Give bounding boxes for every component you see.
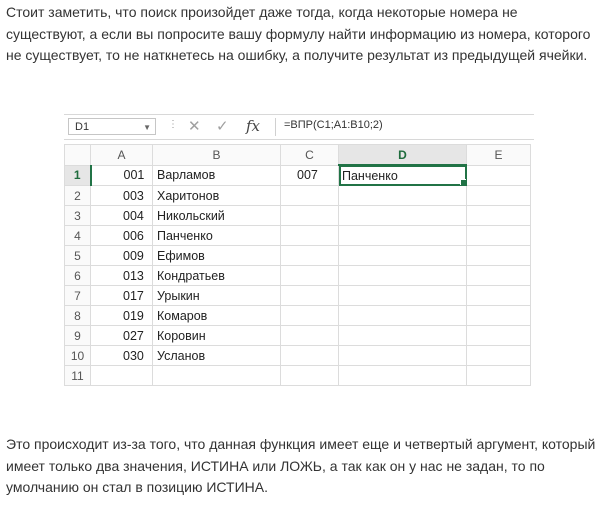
table-row <box>65 326 531 346</box>
cell-a[interactable]: 017 <box>91 286 153 306</box>
cell-c[interactable] <box>281 186 339 206</box>
cell-b[interactable]: Ефимов <box>153 246 281 266</box>
formula-bar <box>64 114 534 140</box>
worksheet-grid <box>64 144 531 386</box>
table-row <box>65 306 531 326</box>
cell-d-value: Панченко <box>342 168 398 183</box>
row-header[interactable]: 10 <box>65 346 91 366</box>
row-header[interactable]: 3 <box>65 206 91 226</box>
cell-a[interactable]: 001 <box>91 165 153 186</box>
row-header[interactable]: 1 <box>65 165 91 186</box>
cell-d[interactable] <box>339 206 467 226</box>
cell-b[interactable]: Урыкин <box>153 286 281 306</box>
table-row <box>65 266 531 286</box>
table-row <box>65 366 531 386</box>
table-row <box>65 206 531 226</box>
row-header[interactable]: 2 <box>65 186 91 206</box>
cell-a[interactable]: 019 <box>91 306 153 326</box>
cell-b[interactable]: Никольский <box>153 206 281 226</box>
name-box[interactable] <box>68 118 156 135</box>
cell-c[interactable] <box>281 266 339 286</box>
cell-c[interactable] <box>281 306 339 326</box>
cell-d[interactable] <box>339 226 467 246</box>
row-header[interactable]: 8 <box>65 306 91 326</box>
column-header-c[interactable]: C <box>281 145 339 166</box>
cell-b[interactable]: Кондратьев <box>153 266 281 286</box>
chevron-down-icon[interactable]: ▼ <box>143 123 151 132</box>
formula-input[interactable]: =ВПР(C1;A1:B10;2) <box>284 119 383 131</box>
cell-d[interactable] <box>339 246 467 266</box>
row-header[interactable]: 11 <box>65 366 91 386</box>
cell-e[interactable] <box>467 326 531 346</box>
select-all-corner[interactable] <box>65 145 91 166</box>
cell-b[interactable] <box>153 366 281 386</box>
table-row <box>65 346 531 366</box>
cell-e[interactable] <box>467 206 531 226</box>
cell-e[interactable] <box>467 306 531 326</box>
cell-d[interactable] <box>339 306 467 326</box>
drag-handle-icon[interactable]: ⋮ <box>168 119 178 130</box>
cell-a[interactable]: 006 <box>91 226 153 246</box>
column-header-row <box>65 145 531 166</box>
cell-d[interactable] <box>339 286 467 306</box>
cell-d[interactable] <box>339 326 467 346</box>
cell-a[interactable]: 004 <box>91 206 153 226</box>
cell-c[interactable] <box>281 346 339 366</box>
table-row <box>65 246 531 266</box>
intro-paragraph: Стоит заметить, что поиск произойдет даже тогда, когда некоторые номера не существуют, а если вы попросите вашу формулу найти информацию из номера, которого не существует, то не наткнетесь на ошибку, а получите результат из предыдущей ячейки. <box>6 4 591 63</box>
cell-e[interactable] <box>467 165 531 186</box>
insert-function-icon[interactable]: fx <box>246 117 261 135</box>
cell-e[interactable] <box>467 226 531 246</box>
row-header[interactable]: 5 <box>65 246 91 266</box>
cell-b[interactable]: Панченко <box>153 226 281 246</box>
cell-e[interactable] <box>467 186 531 206</box>
cell-b[interactable]: Харитонов <box>153 186 281 206</box>
cell-b[interactable]: Комаров <box>153 306 281 326</box>
cell-a[interactable]: 009 <box>91 246 153 266</box>
cell-b[interactable]: Коровин <box>153 326 281 346</box>
name-box-value: D1 <box>75 121 90 133</box>
cell-e[interactable] <box>467 366 531 386</box>
cell-c[interactable] <box>281 246 339 266</box>
cell-e[interactable] <box>467 266 531 286</box>
cell-a[interactable]: 027 <box>91 326 153 346</box>
row-header[interactable]: 4 <box>65 226 91 246</box>
table-row <box>65 286 531 306</box>
cell-c[interactable] <box>281 286 339 306</box>
column-header-a[interactable]: A <box>91 145 153 166</box>
row-header[interactable]: 6 <box>65 266 91 286</box>
cell-d[interactable] <box>339 346 467 366</box>
cell-c[interactable] <box>281 326 339 346</box>
enter-icon[interactable]: ✓ <box>216 118 229 135</box>
cell-b[interactable]: Усланов <box>153 346 281 366</box>
row-header[interactable]: 7 <box>65 286 91 306</box>
cell-a[interactable]: 003 <box>91 186 153 206</box>
cell-a[interactable]: 013 <box>91 266 153 286</box>
cell-e[interactable] <box>467 286 531 306</box>
cell-a[interactable] <box>91 366 153 386</box>
formula-divider <box>275 118 276 136</box>
fill-handle[interactable] <box>460 179 467 186</box>
active-cell-d1[interactable] <box>339 165 467 186</box>
cell-b[interactable]: Варламов <box>153 165 281 186</box>
column-header-d[interactable]: D <box>339 145 467 166</box>
explanation-paragraph: Это происходит из-за того, что данная функция имеет еще и четвертый аргумент, который имеет только два значения, ИСТИНА или ЛОЖЬ, а так как он у нас не задан, то по умолчанию он стал в позицию ИСТИНА. <box>6 436 596 495</box>
table-row <box>65 186 531 206</box>
table-row <box>65 226 531 246</box>
row-header[interactable]: 9 <box>65 326 91 346</box>
cell-e[interactable] <box>467 246 531 266</box>
cell-e[interactable] <box>467 346 531 366</box>
column-header-b[interactable]: B <box>153 145 281 166</box>
cell-c[interactable]: 007 <box>281 165 339 186</box>
cell-c[interactable] <box>281 206 339 226</box>
cell-c[interactable] <box>281 226 339 246</box>
cell-d[interactable] <box>339 186 467 206</box>
column-header-e[interactable]: E <box>467 145 531 166</box>
table-row <box>65 165 531 186</box>
cell-c[interactable] <box>281 366 339 386</box>
cell-d[interactable] <box>339 366 467 386</box>
cell-d[interactable] <box>339 266 467 286</box>
cell-a[interactable]: 030 <box>91 346 153 366</box>
cancel-icon[interactable]: ✕ <box>188 118 201 135</box>
excel-snippet <box>64 114 534 384</box>
